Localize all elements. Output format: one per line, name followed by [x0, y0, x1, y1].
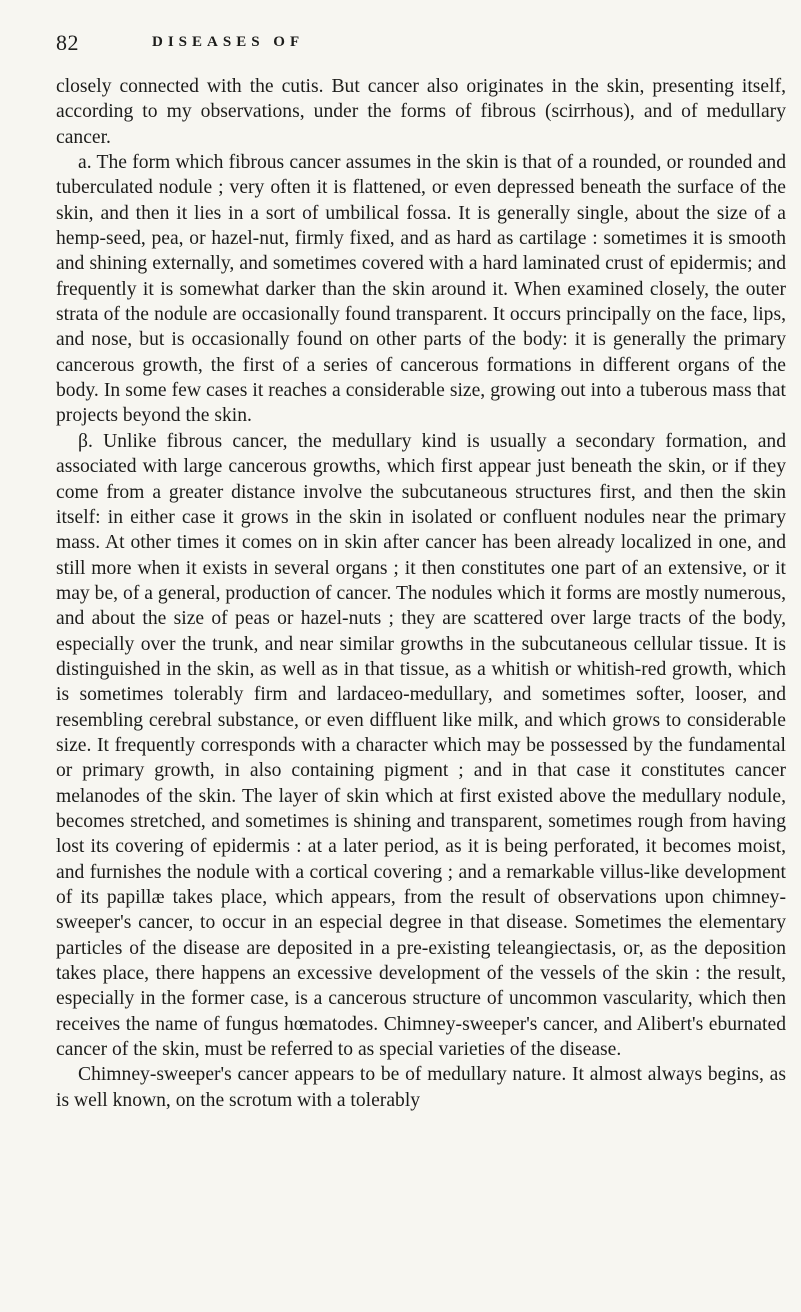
running-head: DISEASES OF: [152, 34, 305, 50]
paragraph: β. Unlike fibrous cancer, the medullary kind is usually a secondary formation, and associated with large cancerous growths, which first appear just beneath the skin, or if they come from a greater distance involve the subcutaneous structures first, and then the skin itself: in either case it grows in the skin in isolated or confluent nodules near the primary mass. At other times it comes on in skin after cancer has been already localized in one, and still more when it exists in several organs ; it then constitutes one part of an extensive, or it may be, of a general, production of cancer. The nodules which it forms are mostly numerous, and about the size of peas or hazel-nuts ; they are scattered over large tracts of the body, especially over the trunk, and near similar growths in the subcutaneous cellular tissue. It is distinguished in the skin, as well as in that tissue, as a whitish or whitish-red growth, which is sometimes tolerably firm and lardaceo-medullary, and sometimes softer, looser, and resembling cerebral substance, or even diffluent like milk, and which grows to considerable size. It frequently corresponds with a character which may be possessed by the fundamental or primary growth, in also containing pigment ; and in that case it constitutes cancer melanodes of the skin. The layer of skin which at first existed above the medullary nodule, becomes stretched, and sometimes is shining and transparent, sometimes rough from having lost its covering of epidermis : at a later period, as it is being perforated, it becomes moist, and furnishes the nodule with a cortical covering ; and a remarkable villus-like development of its papillæ takes place, which appears, from the result of observations upon chimney-sweeper's cancer, to occur in an especial degree in that disease. Sometimes the elementary particles of the disease are deposited in a pre-existing teleangiectasis, or, as the deposition takes place, there happens an excessive development of the vessels of the skin : the result, especially in the former case, is a cancerous structure of uncommon vascularity, which then receives the name of fungus hœmatodes. Chimney-sweeper's cancer, and Alibert's eburnated cancer of the skin, must be referred to as special varieties of the disease.: [56, 430, 786, 1061]
page-number: 82: [56, 30, 79, 55]
book-page: [56, 30, 786, 1113]
paragraph: a. The form which fibrous cancer assumes in the skin is that of a rounded, or rounded and tuberculated nodule ; very often it is flattened, or even depressed beneath the surface of the skin, and then it lies in a sort of umbilical fossa. It is generally single, about the size of a hemp-seed, pea, or hazel-nut, firmly fixed, and as hard as cartilage : sometimes it is smooth and shining externally, and sometimes covered with a hard laminated crust of epidermis; and frequently it is somewhat darker than the skin around it. When examined closely, the outer strata of the nodule are occasionally found transparent. It occurs principally on the face, lips, and nose, but is occasionally found on other parts of the body: it is generally the primary cancerous growth, the first of a series of cancerous formations in different organs of the body. In some few cases it reaches a considerable size, growing out into a tuberous mass that projects beyond the skin.: [56, 152, 786, 427]
paragraph: closely connected with the cutis. But cancer also originates in the skin, presenting itself, according to my observations, under the forms of fibrous (scirrhous), and of medullary cancer.: [56, 76, 786, 148]
paragraph: Chimney-sweeper's cancer appears to be of medullary nature. It almost always begins, as is well known, on the scrotum with a tolerably: [56, 1064, 786, 1111]
body-text: [56, 74, 786, 1113]
page-header: [56, 30, 786, 74]
